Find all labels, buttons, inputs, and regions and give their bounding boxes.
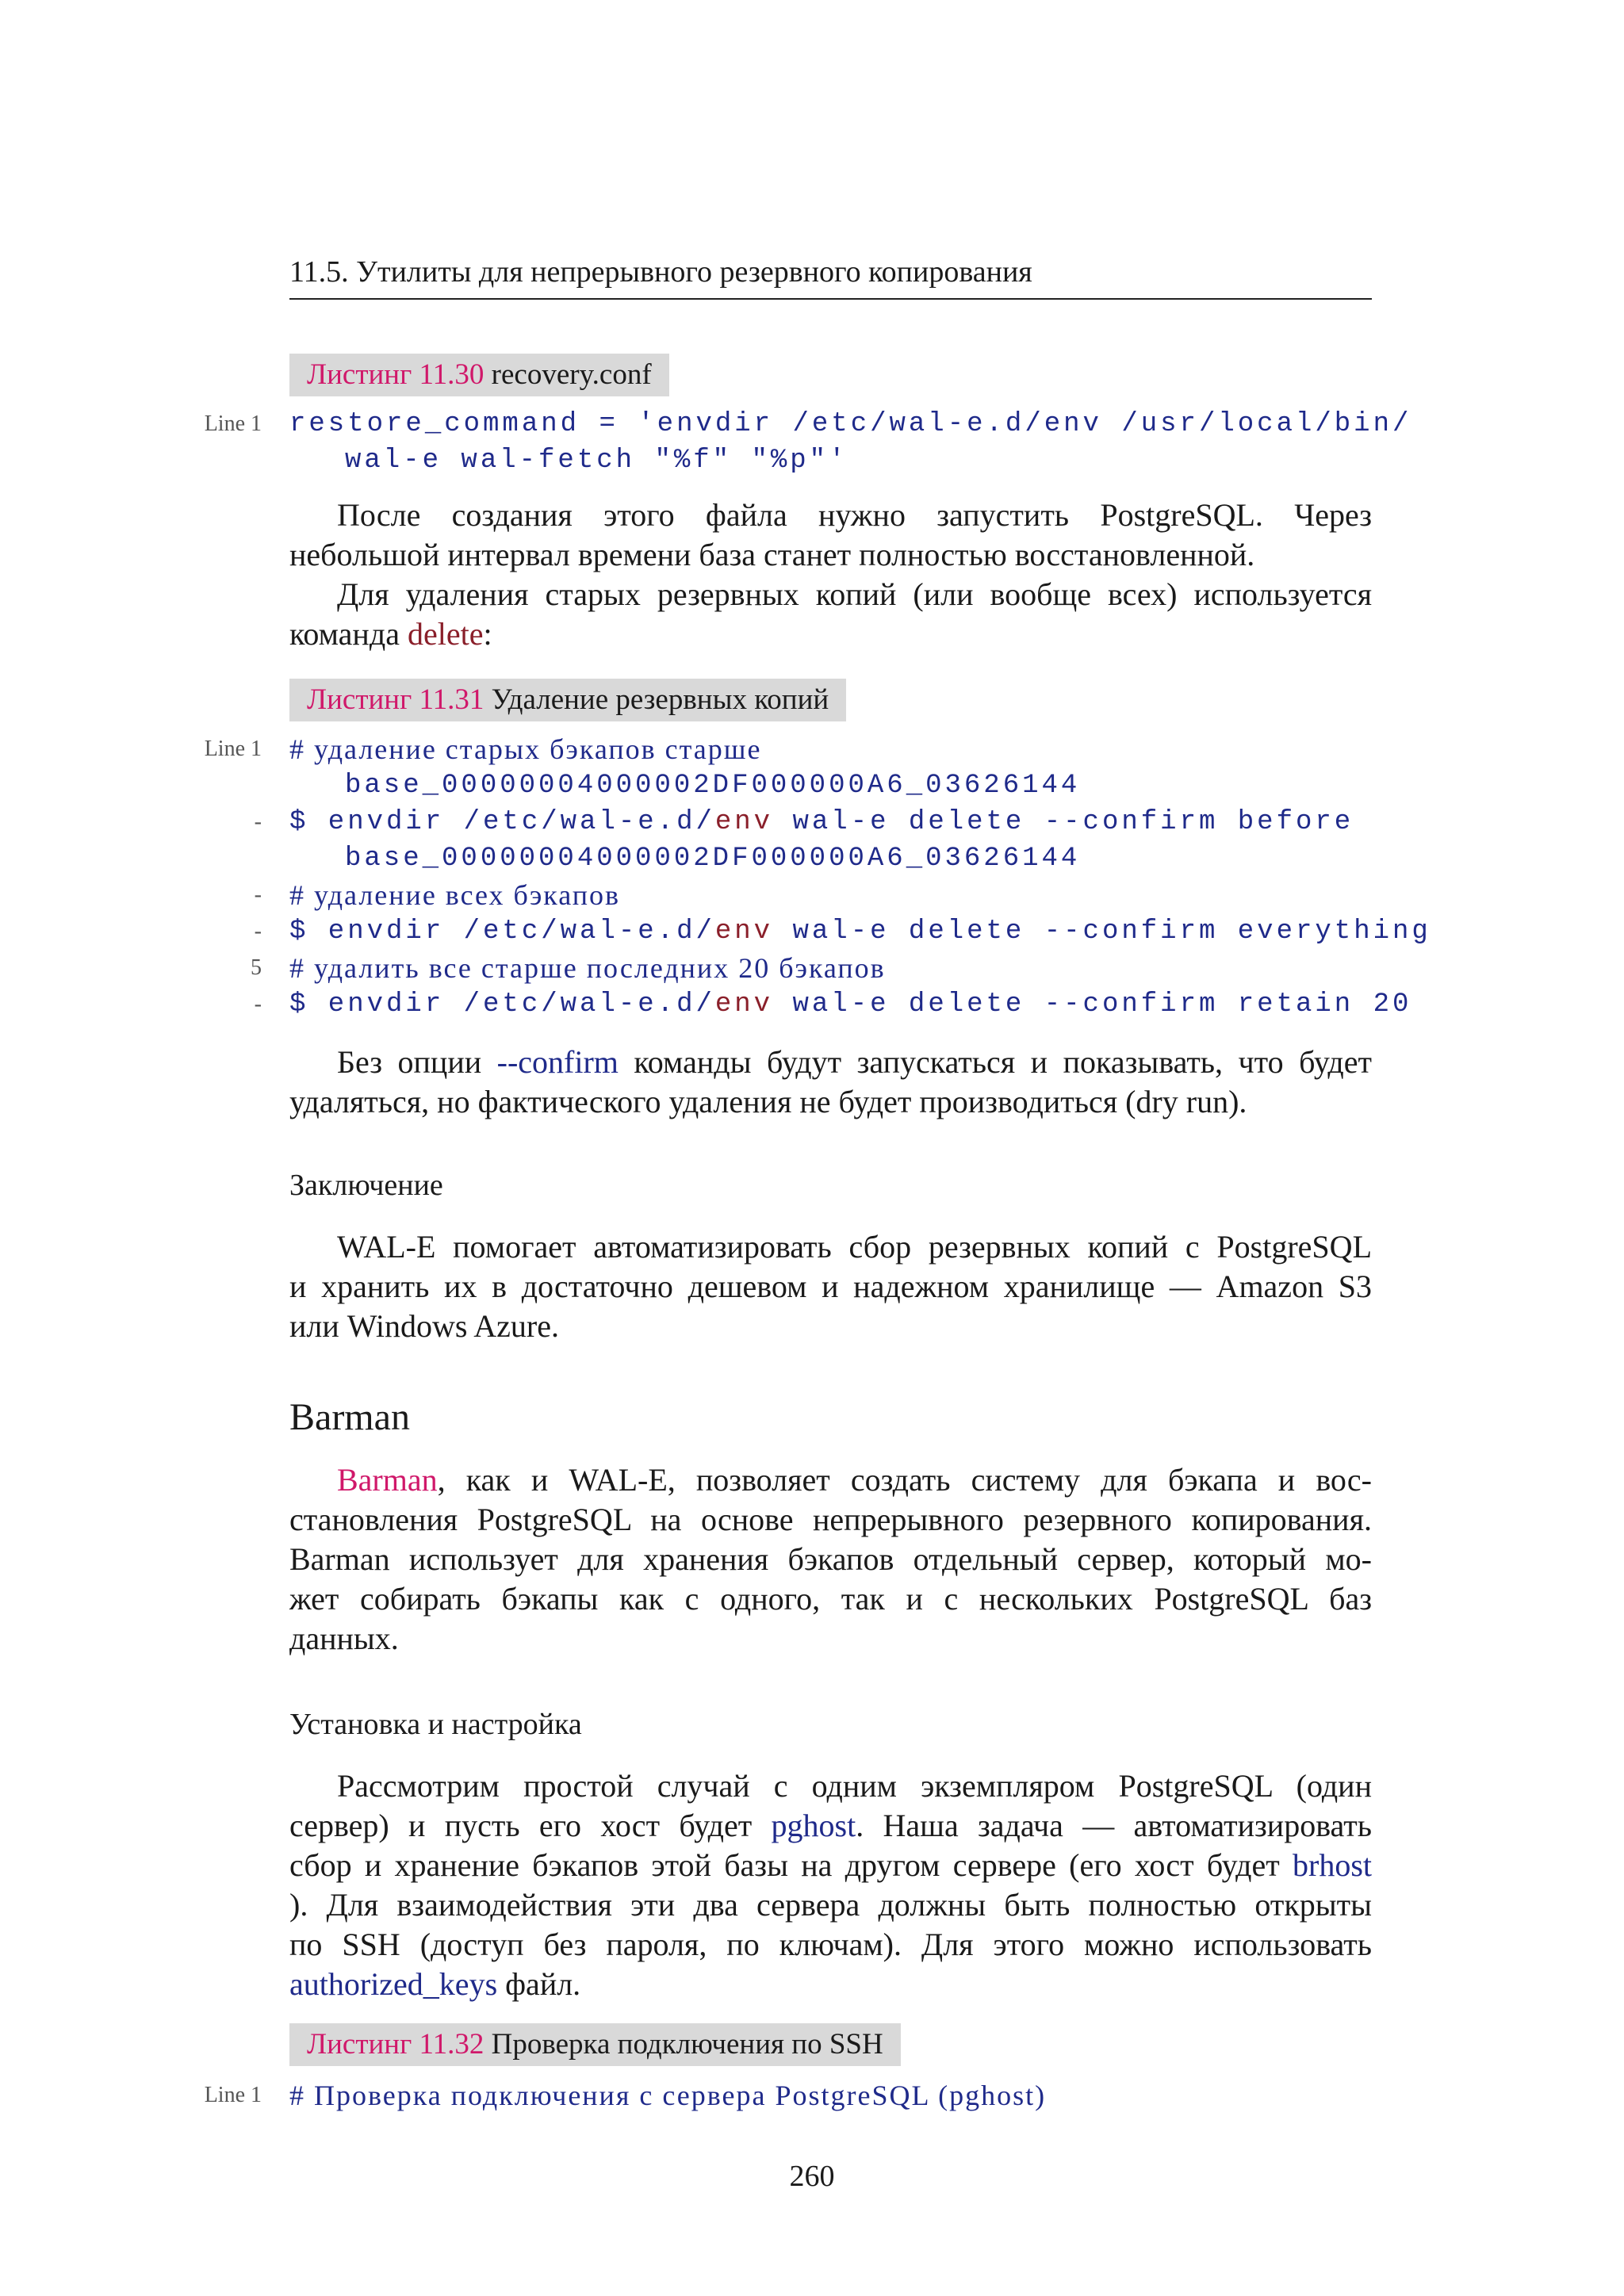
listing-title: Проверка подключения по SSH — [491, 2028, 883, 2061]
inline-code: authorized_keys — [289, 1966, 498, 2002]
listing-caption-11-32 — [289, 2023, 901, 2066]
paragraph-line — [289, 1846, 1372, 1885]
code-comment: # удаление всех бэкапов — [289, 879, 620, 911]
paragraph — [289, 1766, 1372, 2004]
code-run: env — [714, 807, 774, 837]
paragraph-line: данных. — [289, 1621, 399, 1656]
code-comment: # Проверка подключения с сервера PostgreSQL (pghost) — [289, 2080, 1047, 2111]
subsection-heading: Заключение — [289, 1169, 443, 1202]
code-run: $ envdir /etc/wal-e.d/ — [289, 916, 715, 947]
code-line — [289, 986, 1411, 1023]
line-number: - — [254, 919, 262, 943]
code-run: wal-e delete --confirm retain 20 — [773, 989, 1412, 1020]
code-line: wal-e wal-fetch "%f" "%p"' — [345, 446, 848, 476]
listing-title: recovery.conf — [491, 358, 652, 391]
paragraph-line: ). Для взаимодействия эти два сервера должны быть полностью открыты — [289, 1887, 1372, 1923]
paragraph-line: После создания этого файла нужно запустить PostgreSQL. Через — [337, 497, 1372, 533]
code-comment: # удалить все старше последних 20 бэкапов — [289, 952, 886, 984]
paragraph-line: Для удаления старых резервных копий (или вообще всех) используется — [337, 576, 1372, 612]
paragraph — [289, 496, 1372, 575]
paragraph-line: Barman использует для хранения бэкапов отдельный сервер, который мо- — [289, 1541, 1372, 1577]
text-run: команда — [289, 616, 408, 652]
code-run: wal-e delete --confirm before — [773, 807, 1354, 837]
section-heading: Barman — [289, 1396, 410, 1438]
code-run: $ envdir /etc/wal-e.d/ — [289, 989, 715, 1020]
listing-caption-11-30 — [289, 354, 669, 396]
code-run: env — [714, 916, 774, 947]
code-run: env — [714, 989, 774, 1020]
line-number: Line 1 — [204, 411, 262, 436]
paragraph-line: небольшой интервал времени база станет полностью восстановленной. — [289, 537, 1255, 572]
code-line: base_00000004000002DF000000A6_03626144 — [345, 771, 1081, 801]
code-run: wal-e delete --confirm everything — [773, 916, 1431, 947]
code-line: restore_command = 'envdir /etc/wal-e.d/env /usr/local/bin/ — [289, 409, 1412, 439]
paragraph-line: удаляться, но фактического удаления не будет производиться (dry run). — [289, 1084, 1247, 1119]
code-line — [289, 913, 1431, 950]
listing-caption-11-31 — [289, 679, 846, 721]
paragraph-line: по SSH (доступ без пароля, по ключам). Для этого можно использовать — [289, 1927, 1372, 1962]
listing-label: Листинг 11.30 — [307, 358, 485, 391]
text-run: файл. — [497, 1966, 581, 2002]
paragraph-line: становления PostgreSQL на основе непрерывного резервного копирования. — [289, 1502, 1372, 1537]
text-run: Без опции — [337, 1044, 497, 1080]
paragraph-line: или Windows Azure. — [289, 1308, 559, 1344]
text-run: сервер) и пусть его хост будет — [289, 1808, 772, 1843]
paragraph-line — [289, 1965, 1372, 2004]
line-number: Line 1 — [204, 737, 262, 761]
text-run: , как и WAL-E, позволяет создать систему для бэкапа и вос- — [437, 1462, 1372, 1498]
line-number: 5 — [251, 955, 262, 980]
text-run: сбор и хранение бэкапов этой базы на другом сервере (его хост будет — [289, 1847, 1293, 1883]
code-run: $ envdir /etc/wal-e.d/ — [289, 807, 715, 837]
paragraph-line — [289, 1043, 1372, 1082]
barman-link[interactable]: Barman — [337, 1462, 438, 1498]
code-comment: # удаление старых бэкапов старше — [289, 733, 762, 765]
paragraph-line — [289, 614, 1372, 654]
inline-code: delete — [407, 616, 484, 652]
line-number: - — [254, 809, 262, 834]
text-run: : — [483, 616, 492, 652]
text-run: команды будут запускаться и показывать, что будет — [618, 1044, 1372, 1080]
paragraph — [289, 1227, 1372, 1346]
paragraph-line: WAL-E помогает автоматизировать сбор резервных копий с PostgreSQL — [337, 1229, 1372, 1265]
paragraph — [289, 1043, 1372, 1122]
paragraph-line — [289, 1806, 1372, 1846]
paragraph-line: жет собирать бэкапы как с одного, так и с нескольких PostgreSQL баз — [289, 1581, 1372, 1617]
inline-code: pghost — [771, 1808, 856, 1843]
code-line: base_00000004000002DF000000A6_03626144 — [345, 844, 1081, 874]
text-run: . Наша задача — автоматизировать — [856, 1808, 1372, 1843]
inline-code: brhost — [1293, 1847, 1372, 1883]
line-number: Line 1 — [204, 2083, 262, 2107]
line-number: - — [254, 882, 262, 907]
inline-code: --confirm — [496, 1044, 619, 1080]
running-head: 11.5. Утилиты для непрерывного резервного копирования — [289, 252, 1372, 300]
listing-label: Листинг 11.32 — [307, 2028, 485, 2061]
code-line — [289, 804, 1354, 840]
listing-label: Листинг 11.31 — [307, 683, 485, 716]
paragraph — [289, 575, 1372, 654]
listing-title: Удаление резервных копий — [491, 683, 829, 716]
line-number: - — [254, 992, 262, 1016]
paragraph-line — [289, 1460, 1372, 1500]
paragraph-line: и хранить их в достаточно дешевом и надежном хранилище — Amazon S3 — [289, 1269, 1372, 1304]
paragraph — [289, 1460, 1372, 1659]
subsection-heading: Установка и настройка — [289, 1708, 582, 1741]
paragraph-line: Рассмотрим простой случай с одним экземпляром PostgreSQL (один — [337, 1768, 1372, 1804]
page-number: 260 — [789, 2160, 835, 2193]
